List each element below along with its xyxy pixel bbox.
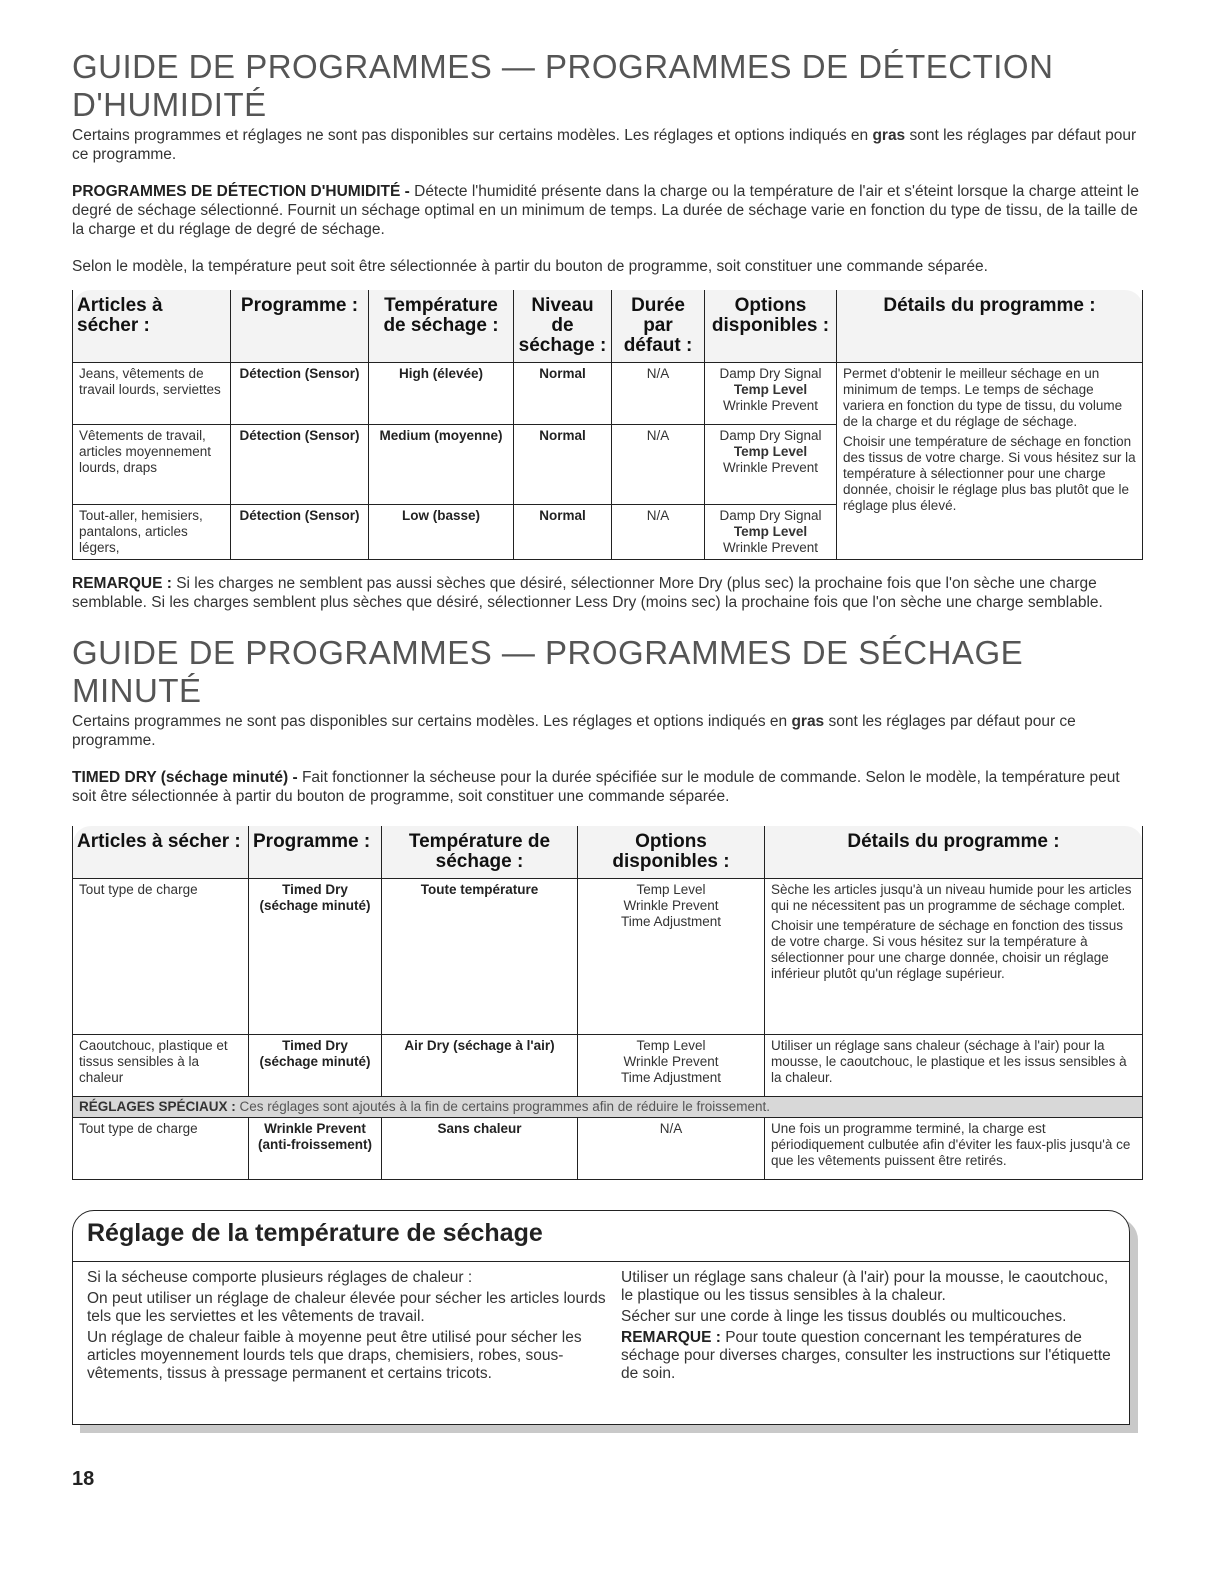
cell-programme: Timed Dry (séchage minuté) <box>249 1035 382 1097</box>
header-details: Détails du programme : <box>837 290 1143 363</box>
cell-temperature: Toute température <box>382 879 578 1035</box>
cell-temperature: Air Dry (séchage à l'air) <box>382 1035 578 1097</box>
header-details: Détails du programme : <box>765 826 1143 879</box>
table-row <box>73 1118 1143 1180</box>
box-divider <box>73 1261 1129 1262</box>
cell-temperature: Medium (moyenne) <box>369 425 514 505</box>
cell-programme: Détection (Sensor) <box>231 363 369 425</box>
cell-programme: Détection (Sensor) <box>231 505 369 560</box>
section1-intro: Certains programmes et réglages ne sont pas disponibles sur certains modèles. Les réglages et options indiqués en gras sont les réglages par défaut pour ce programme. <box>72 127 1137 163</box>
cell-options: Damp Dry Signal Temp Level Wrinkle Prevent <box>705 363 837 425</box>
section2-intro: Certains programmes ne sont pas disponibles sur certains modèles. Les réglages et options indiqués en gras sont les réglages par défaut pour ce programme. <box>72 713 1076 749</box>
cell-details: Permet d'obtenir le meilleur séchage en un minimum de temps. Le temps de séchage variera en fonction du type de tissu, du volume de la charge et du réglage de séchage. Choisir une température de séchage en fonction des tissus de votre charge. Si vous hésitez sur la température à sélectionner pour une charge donnée, choisir le réglage plus bas plutôt que le réglage plus élevé. <box>837 363 1143 560</box>
cell-options: N/A <box>578 1118 765 1180</box>
header-programme: Programme : <box>249 826 382 879</box>
box-right-paragraph: Sécher sur une corde à linge les tissus doublés ou multicouches. <box>621 1308 1067 1325</box>
cell-options: Damp Dry Signal Temp Level Wrinkle Prevent <box>705 425 837 505</box>
header-temperature: Température de séchage : <box>369 290 514 363</box>
table-row <box>73 1035 1143 1097</box>
cell-articles: Tout-aller, hemisiers, pantalons, articles légers, <box>73 505 231 560</box>
cell-niveau: Normal <box>514 505 612 560</box>
cell-details: Utiliser un réglage sans chaleur (séchage à l'air) pour la mousse, le caoutchouc, le plastique et les issus sensibles à la chaleur. <box>765 1035 1143 1097</box>
cell-temperature: Low (basse) <box>369 505 514 560</box>
box-left-column <box>87 1269 607 1386</box>
header-programme: Programme : <box>231 290 369 363</box>
cell-temperature: Sans chaleur <box>382 1118 578 1180</box>
cell-articles: Tout type de charge <box>73 1118 249 1180</box>
cell-options: Temp Level Wrinkle Prevent Time Adjustment <box>578 1035 765 1097</box>
box-left-paragraph: On peut utiliser un réglage de chaleur élevée pour sécher les articles lourds tels que les serviettes et les vêtements de travail. <box>87 1290 606 1325</box>
section2-description: TIMED DRY (séchage minuté) - Fait fonctionner la sécheuse pour la durée spécifiée sur le module de commande. Selon le modèle, la température peut soit être sélectionnée à partir du bouton de programme, soit constituer une commande séparée. <box>72 769 1120 805</box>
cell-duree: N/A <box>612 505 705 560</box>
page-number: 18 <box>72 1468 95 1490</box>
header-articles: Articles à sécher : <box>73 826 249 879</box>
section1-description: PROGRAMMES DE DÉTECTION D'HUMIDITÉ - Détecte l'humidité présente dans la charge ou la température de l'air et s'éteint lorsque la charge atteint le degré de séchage sélectionné. Fournit un séchage optimal en un minimum de temps. La durée de séchage varie en fonction du type de tissu, de la taille de la charge et du réglage de degré de séchage. <box>72 183 1140 238</box>
section1-remark: REMARQUE : Si les charges ne semblent pas aussi sèches que désiré, sélectionner More Dry (plus sec) la prochaine fois que l'on sèche une charge semblable. Si les charges semblent plus sèches que désiré, sélectionner Less Dry (moins sec) la prochaine fois que l'on sèche une charge semblable. <box>72 575 1103 611</box>
box-left-paragraph: Si la sécheuse comporte plusieurs réglages de chaleur : <box>87 1269 473 1286</box>
table-row <box>73 879 1143 1035</box>
section1-temp-note: Selon le modèle, la température peut soit être sélectionnée à partir du bouton de programme, soit constituer une commande séparée. <box>72 258 988 275</box>
cell-programme: Détection (Sensor) <box>231 425 369 505</box>
cell-duree: N/A <box>612 425 705 505</box>
box-remark: REMARQUE : Pour toute question concernant les températures de séchage pour diverses charges, consulter les instructions sur l'étiquette de soin. <box>621 1329 1111 1382</box>
cell-niveau: Normal <box>514 363 612 425</box>
cell-articles: Tout type de charge <box>73 879 249 1035</box>
cell-temperature: High (élevée) <box>369 363 514 425</box>
cell-niveau: Normal <box>514 425 612 505</box>
cell-options: Damp Dry Signal Temp Level Wrinkle Prevent <box>705 505 837 560</box>
header-niveau: Niveau de séchage : <box>514 290 612 363</box>
cell-options: Temp Level Wrinkle Prevent Time Adjustment <box>578 879 765 1035</box>
cell-articles: Caoutchouc, plastique et tissus sensibles à la chaleur <box>73 1035 249 1097</box>
box-right-column <box>621 1269 1115 1386</box>
section1-title: GUIDE DE PROGRAMMES — PROGRAMMES DE DÉTECTION D'HUMIDITÉ <box>72 48 1054 123</box>
special-settings-row <box>73 1097 1143 1118</box>
page-content <box>72 48 1142 1180</box>
header-articles: Articles à sécher : <box>73 290 231 363</box>
timed-dry-table <box>72 826 1143 1180</box>
header-temperature: Température de séchage : <box>382 826 578 879</box>
box-title: Réglage de la température de séchage <box>87 1219 543 1247</box>
cell-articles: Vêtements de travail, articles moyennement lourds, draps <box>73 425 231 505</box>
table-row <box>73 363 1143 425</box>
cell-details: Sèche les articles jusqu'à un niveau humide pour les articles qui ne nécessitent pas un programme de séchage complet. Choisir une température de séchage en fonction des tissus de votre charge. Si vous hésitez sur la température à sélectionner pour une charge donnée, choisir un réglage inférieur plutôt qu'un réglage supérieur. <box>765 879 1143 1035</box>
header-options: Options disponibles : <box>578 826 765 879</box>
box-right-paragraph: Utiliser un réglage sans chaleur (à l'air) pour la mousse, le caoutchouc, le plastique ou les tissus sensibles à la chaleur. <box>621 1269 1109 1304</box>
cell-programme: Wrinkle Prevent (anti-froissement) <box>249 1118 382 1180</box>
header-options: Options disponibles : <box>705 290 837 363</box>
cell-programme: Timed Dry (séchage minuté) <box>249 879 382 1035</box>
cell-duree: N/A <box>612 363 705 425</box>
header-duree: Durée par défaut : <box>612 290 705 363</box>
cell-articles: Jeans, vêtements de travail lourds, serviettes <box>73 363 231 425</box>
section2-title: GUIDE DE PROGRAMMES — PROGRAMMES DE SÉCHAGE MINUTÉ <box>72 634 1024 709</box>
box-left-paragraph: Un réglage de chaleur faible à moyenne peut être utilisé pour sécher les articles moyennement lourds tels que draps, chemisiers, robes, sous-vêtements, tissus à pressage permanent et certains tricots. <box>87 1329 582 1382</box>
special-settings-banner: RÉGLAGES SPÉCIAUX : Ces réglages sont ajoutés à la fin de certains programmes afin de réduire le froissement. <box>73 1097 1143 1118</box>
drying-temperature-box <box>72 1210 1130 1425</box>
moisture-sensing-table <box>72 290 1143 560</box>
cell-details: Une fois un programme terminé, la charge est périodiquement culbutée afin d'éviter les faux-plis jusqu'à ce que les vêtements puissent être retirés. <box>765 1118 1143 1180</box>
